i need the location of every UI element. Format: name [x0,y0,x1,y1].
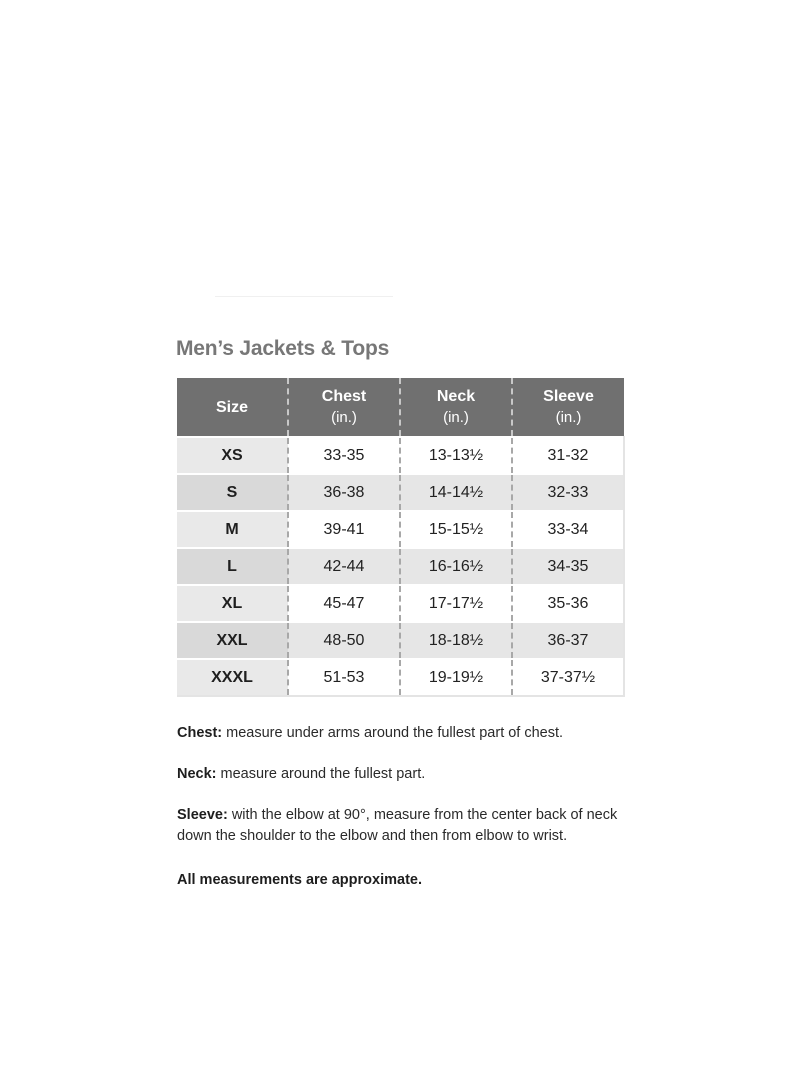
neck-cell: 16-16½ [400,548,512,585]
chest-cell: 51-53 [288,659,400,696]
neck-cell: 15-15½ [400,511,512,548]
table-row [177,585,624,622]
sleeve-cell: 33-34 [512,511,624,548]
size-cell: XXL [177,622,288,659]
size-cell: M [177,511,288,548]
header-unit: (in.) [331,409,357,426]
header-chest [288,378,400,437]
size-cell: XXXL [177,659,288,696]
header-sleeve [512,378,624,437]
neck-note [177,764,637,785]
size-cell: XL [177,585,288,622]
sleeve-note-text: with the elbow at 90°, measure from the center back of neck down the shoulder to the elbow and then from elbow to wrist. [177,807,618,844]
header-unit: (in.) [555,409,582,426]
sleeve-cell: 35-36 [512,585,624,622]
chest-cell: 39-41 [288,511,400,548]
table-row [177,474,624,511]
faint-divider [215,296,393,297]
disclaimer: All measurements are approximate. [177,872,422,888]
chest-cell: 42-44 [288,548,400,585]
size-cell: L [177,548,288,585]
chest-note [177,723,637,744]
table-row [177,511,624,548]
neck-note-text: measure around the fullest part. [216,766,426,782]
neck-cell: 14-14½ [400,474,512,511]
sleeve-cell: 37-37½ [512,659,624,696]
sleeve-cell: 36-37 [512,622,624,659]
header-neck [400,378,512,437]
chest-cell: 36-38 [288,474,400,511]
sleeve-cell: 31-32 [512,437,624,474]
table-header-row [177,378,624,437]
sleeve-cell: 34-35 [512,548,624,585]
size-chart-table [177,378,625,697]
chest-cell: 48-50 [288,622,400,659]
table-row [177,659,624,696]
header-size [177,378,288,437]
neck-note-label: Neck: [177,766,217,782]
header-label: Size [215,398,248,416]
chest-cell: 33-35 [288,437,400,474]
chest-cell: 45-47 [288,585,400,622]
sleeve-cell: 32-33 [512,474,624,511]
chest-note-text: measure under arms around the fullest part of chest. [222,725,564,741]
chest-note-label: Chest: [177,725,223,741]
neck-cell: 17-17½ [400,585,512,622]
sleeve-note-label: Sleeve: [177,807,228,823]
header-label: Chest [321,388,367,405]
neck-cell: 18-18½ [400,622,512,659]
neck-cell: 19-19½ [400,659,512,696]
size-cell: S [177,474,288,511]
page-title: Men’s Jackets & Tops [176,337,390,360]
header-unit: (in.) [443,409,469,426]
neck-cell: 13-13½ [400,437,512,474]
table-row [177,622,624,659]
header-label: Sleeve [543,388,594,405]
size-cell: XS [177,437,288,474]
sleeve-note [177,805,637,847]
measurement-notes [177,723,637,911]
table-row [177,437,624,474]
header-label: Neck [436,388,476,405]
table-row [177,548,624,585]
